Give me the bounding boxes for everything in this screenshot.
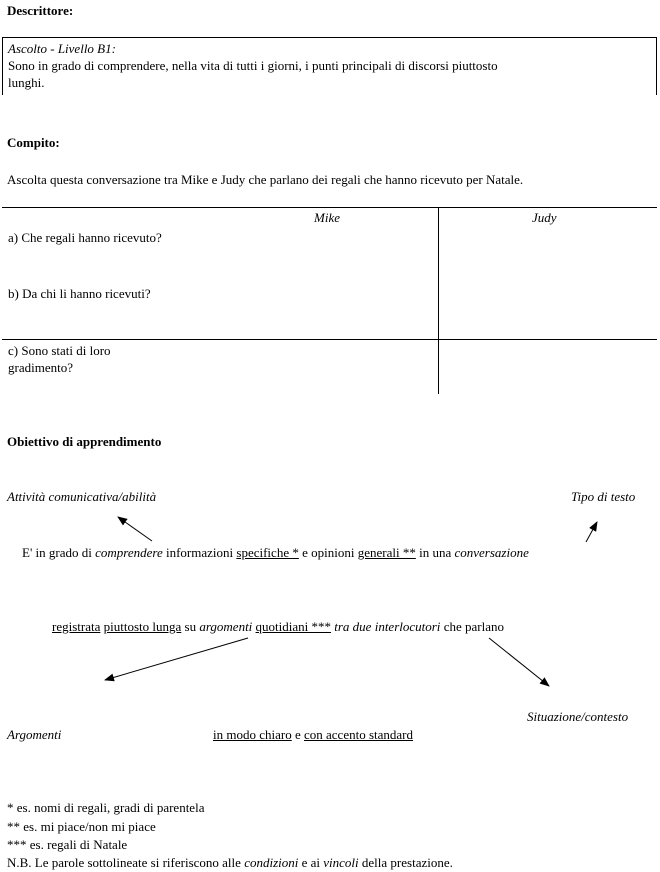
label-situation: Situazione/contesto xyxy=(527,709,629,724)
objective-line1: E' in grado di comprendere informazioni specifiche * e opinioni generali ** in una conversazione xyxy=(22,545,529,560)
label-activity: Attività comunicativa/abilità xyxy=(7,489,157,504)
note-2: ** es. mi piace/non mi piace xyxy=(7,819,156,834)
task-heading: Compito: xyxy=(7,135,60,150)
question-c-line1: c) Sono stati di loro xyxy=(8,343,111,358)
descriptor-heading: Descrittore: xyxy=(7,3,74,18)
arrow-to-situation xyxy=(489,638,549,686)
note-nb: N.B. Le parole sottolineate si riferiscono alle condizioni e ai vincoli della prestazione. xyxy=(7,855,453,870)
question-a: a) Che regali hanno ricevuto? xyxy=(8,230,162,245)
descriptor-text-line2: lunghi. xyxy=(8,75,45,90)
arrow-to-topics xyxy=(105,638,248,680)
table-header-mike: Mike xyxy=(314,210,340,225)
label-text-type: Tipo di testo xyxy=(571,489,636,504)
question-c-line2: gradimento? xyxy=(8,360,73,375)
arrow-to-activity xyxy=(118,517,152,541)
note-3: *** es. regali di Natale xyxy=(7,837,128,852)
objective-line3: in modo chiaro e con accento standard xyxy=(213,727,414,742)
label-topics: Argomenti xyxy=(7,727,62,742)
objective-line2: registrata piuttosto lunga su argomenti quotidiani *** tra due interlocutori che parlano xyxy=(52,619,504,634)
question-b: b) Da chi li hanno ricevuti? xyxy=(8,286,151,301)
note-1: * es. nomi di regali, gradi di parentela xyxy=(7,800,205,815)
descriptor-level: Ascolto - Livello B1: xyxy=(8,41,116,56)
task-instruction: Ascolta questa conversazione tra Mike e Judy che parlano dei regali che hanno ricevuto per Natale. xyxy=(7,172,524,187)
descriptor-text-line1: Sono in grado di comprendere, nella vita di tutti i giorni, i punti principali di discorsi piuttosto xyxy=(8,58,498,73)
objective-heading: Obiettivo di apprendimento xyxy=(7,434,162,449)
table-header-judy: Judy xyxy=(532,210,557,225)
arrow-to-text-type xyxy=(586,522,597,542)
